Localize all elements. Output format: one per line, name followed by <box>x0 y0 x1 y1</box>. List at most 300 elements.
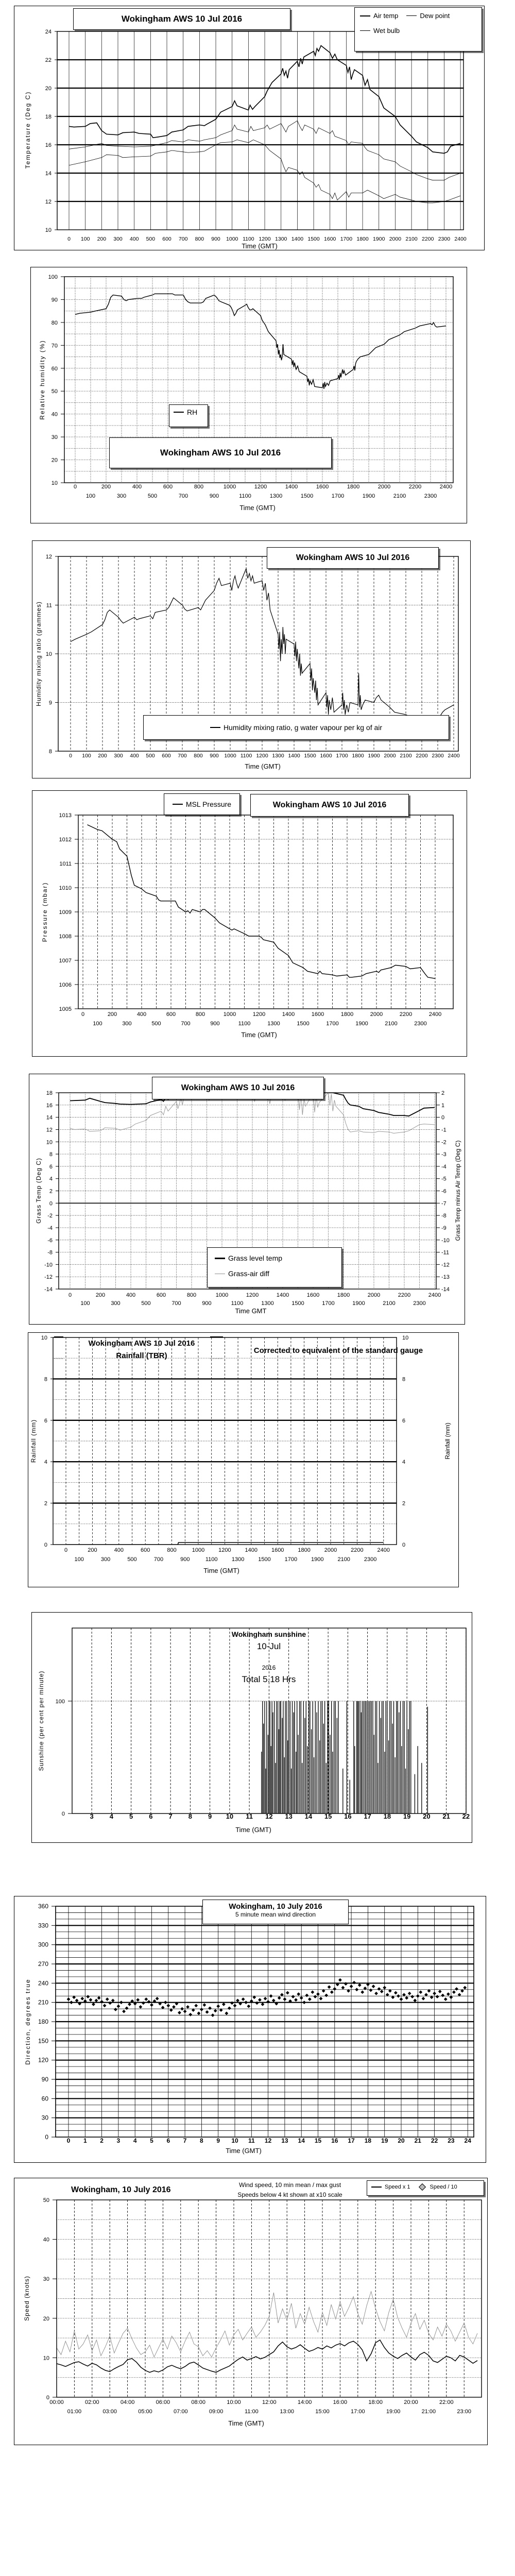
svg-text:16: 16 <box>46 1102 53 1109</box>
svg-text:2400: 2400 <box>428 1011 442 1018</box>
svg-text:-4: -4 <box>47 1225 53 1231</box>
grass-temp-line-icon <box>215 1258 225 1259</box>
svg-text:2: 2 <box>44 1500 47 1507</box>
svg-text:8: 8 <box>49 1151 53 1158</box>
svg-text:9: 9 <box>216 2137 220 2144</box>
svg-text:2000: 2000 <box>389 236 402 242</box>
svg-text:30: 30 <box>51 434 58 441</box>
svg-text:2100: 2100 <box>383 1300 396 1307</box>
svg-text:1400: 1400 <box>282 1011 295 1018</box>
svg-text:2200: 2200 <box>351 1547 364 1553</box>
svg-text:18: 18 <box>364 2137 372 2144</box>
legend-box <box>354 7 482 52</box>
svg-text:400: 400 <box>126 1292 136 1298</box>
svg-text:500: 500 <box>141 1300 151 1307</box>
svg-text:19: 19 <box>403 1812 411 1820</box>
svg-text:-6: -6 <box>47 1237 53 1244</box>
legend-speed-div10: Speed / 10 <box>430 2184 457 2190</box>
svg-text:10: 10 <box>231 2137 238 2144</box>
svg-text:3: 3 <box>116 2137 121 2144</box>
svg-text:17: 17 <box>348 2137 355 2144</box>
svg-text:400: 400 <box>129 236 139 242</box>
svg-text:1900: 1900 <box>362 493 375 499</box>
svg-text:100: 100 <box>55 1698 65 1705</box>
svg-text:2: 2 <box>402 1500 406 1507</box>
legend-box <box>164 793 240 815</box>
svg-text:01:00: 01:00 <box>67 2409 82 2415</box>
svg-text:2: 2 <box>441 1090 445 1096</box>
svg-text:11:00: 11:00 <box>245 2409 259 2415</box>
svg-text:-4: -4 <box>441 1163 447 1170</box>
svg-text:1900: 1900 <box>373 236 385 242</box>
svg-text:300: 300 <box>113 236 123 242</box>
svg-text:1300: 1300 <box>275 236 287 242</box>
svg-text:-8: -8 <box>47 1249 53 1256</box>
chart-note-1: Wind speed, 10 min mean / max gust <box>238 2181 341 2189</box>
svg-text:80: 80 <box>51 319 58 326</box>
svg-text:600: 600 <box>141 1547 150 1553</box>
chart-sunshine <box>31 1612 472 1843</box>
svg-text:2100: 2100 <box>400 753 412 759</box>
svg-text:1100: 1100 <box>243 236 254 242</box>
svg-text:Grass Temp minus Air Temp (Deg: Grass Temp minus Air Temp (Deg C) <box>454 1140 461 1241</box>
svg-text:1900: 1900 <box>368 753 380 759</box>
svg-text:0: 0 <box>64 1547 68 1553</box>
svg-text:15:00: 15:00 <box>315 2409 330 2415</box>
svg-text:14: 14 <box>298 2137 305 2144</box>
svg-text:1300: 1300 <box>269 493 283 499</box>
chart-title-box <box>267 547 439 569</box>
chart-grass-temperature <box>29 1074 465 1325</box>
svg-text:2200: 2200 <box>422 236 434 242</box>
svg-text:18: 18 <box>46 1090 53 1096</box>
svg-text:Time (GMT): Time (GMT) <box>239 504 276 512</box>
svg-text:700: 700 <box>153 1556 164 1563</box>
chart-subtitle: Rainfall (TBR) <box>116 1351 167 1360</box>
svg-text:1005: 1005 <box>59 1006 72 1012</box>
svg-text:100: 100 <box>80 1300 90 1307</box>
svg-text:4: 4 <box>44 1459 47 1466</box>
svg-text:8: 8 <box>200 2137 203 2144</box>
svg-text:2100: 2100 <box>385 1021 398 1027</box>
chart-title: Wokingham AWS 10 Jul 2016 <box>296 553 410 562</box>
chart-note: Corrected to equivalent of the standard gauge <box>253 1346 423 1355</box>
svg-text:2300: 2300 <box>413 1300 426 1307</box>
svg-text:Time (GMT): Time (GMT) <box>242 242 278 250</box>
svg-text:13:00: 13:00 <box>280 2409 294 2415</box>
svg-text:1300: 1300 <box>231 1556 245 1563</box>
svg-text:7: 7 <box>168 1812 173 1820</box>
chart-relative-humidity <box>30 267 467 523</box>
svg-text:1300: 1300 <box>272 753 284 759</box>
svg-text:1000: 1000 <box>224 753 236 759</box>
svg-text:8: 8 <box>48 749 52 755</box>
svg-text:10: 10 <box>43 2355 49 2362</box>
svg-text:900: 900 <box>211 236 220 242</box>
svg-text:1100: 1100 <box>231 1300 244 1307</box>
svg-text:Time (GMT): Time (GMT) <box>226 2147 262 2155</box>
svg-text:-8: -8 <box>441 1213 447 1219</box>
legend-box <box>169 404 208 427</box>
svg-text:1013: 1013 <box>59 812 72 819</box>
svg-text:1600: 1600 <box>311 1011 324 1018</box>
dew-point-line-icon <box>406 15 417 16</box>
svg-text:12: 12 <box>264 2137 272 2144</box>
speed-line-icon <box>371 2187 382 2188</box>
svg-text:1100: 1100 <box>239 493 251 499</box>
svg-text:100: 100 <box>82 753 91 759</box>
svg-text:1200: 1200 <box>246 1292 259 1298</box>
svg-text:500: 500 <box>146 753 155 759</box>
svg-text:600: 600 <box>156 1292 166 1298</box>
legend-mixing-ratio: Humidity mixing ratio, g water vapour per kg of air <box>223 723 383 732</box>
chart-air-temperature <box>14 6 485 250</box>
svg-text:12: 12 <box>265 1812 273 1820</box>
svg-text:9: 9 <box>208 1812 212 1820</box>
svg-text:Temperature (Deg C): Temperature (Deg C) <box>24 91 31 169</box>
wet-bulb-line-icon <box>360 30 370 31</box>
svg-text:-10: -10 <box>44 1262 53 1268</box>
chart-title-box <box>152 1077 324 1099</box>
svg-text:500: 500 <box>146 236 156 242</box>
svg-text:100: 100 <box>74 1556 84 1563</box>
svg-text:400: 400 <box>114 1547 124 1553</box>
svg-text:00:00: 00:00 <box>49 2399 64 2405</box>
svg-text:0: 0 <box>44 1542 47 1548</box>
legend-grass-air-diff: Grass-air diff <box>228 1269 269 1278</box>
legend-box <box>207 1247 342 1287</box>
svg-text:15: 15 <box>324 1812 332 1820</box>
svg-text:21: 21 <box>442 1812 450 1820</box>
svg-text:11: 11 <box>248 2137 255 2144</box>
svg-text:1700: 1700 <box>331 493 345 499</box>
svg-text:2000: 2000 <box>384 753 396 759</box>
svg-text:Rainfall (mm): Rainfall (mm) <box>30 1419 37 1463</box>
svg-text:Sunshine (per cent per minute): Sunshine (per cent per minute) <box>38 1670 45 1771</box>
svg-text:900: 900 <box>202 1300 212 1307</box>
svg-text:100: 100 <box>80 236 90 242</box>
svg-text:700: 700 <box>171 1300 181 1307</box>
svg-text:-11: -11 <box>441 1249 450 1256</box>
svg-text:5: 5 <box>129 1812 133 1820</box>
svg-text:1000: 1000 <box>223 484 236 490</box>
svg-text:10: 10 <box>51 480 58 486</box>
legend-speed-x1: Speed x 1 <box>385 2184 410 2190</box>
svg-text:09:00: 09:00 <box>209 2409 224 2415</box>
svg-text:Time (GMT): Time (GMT) <box>235 1826 271 1834</box>
svg-text:Time (GMT): Time (GMT) <box>245 762 281 770</box>
chart-msl-pressure <box>32 790 467 1057</box>
svg-text:2400: 2400 <box>439 484 453 490</box>
air-temp-line-icon <box>360 15 370 16</box>
svg-text:12: 12 <box>45 199 52 205</box>
svg-text:700: 700 <box>178 753 187 759</box>
svg-text:90: 90 <box>41 2076 48 2083</box>
svg-text:16:00: 16:00 <box>333 2399 348 2405</box>
svg-text:4: 4 <box>109 1812 113 1820</box>
svg-text:1000: 1000 <box>215 1292 229 1298</box>
chart-title: Wokingham AWS 10 Jul 2016 <box>272 801 387 809</box>
svg-text:270: 270 <box>38 1960 48 1968</box>
svg-text:300: 300 <box>114 753 123 759</box>
svg-text:14:00: 14:00 <box>297 2399 312 2405</box>
chart-note-2: Speeds below 4 kt shown at x10 scale <box>237 2191 342 2198</box>
svg-text:240: 240 <box>38 1979 48 1987</box>
svg-text:06:00: 06:00 <box>156 2399 170 2405</box>
mixing-ratio-line-icon <box>210 727 220 728</box>
svg-text:10: 10 <box>41 1335 47 1341</box>
svg-text:18: 18 <box>383 1812 391 1820</box>
svg-text:300: 300 <box>116 493 127 499</box>
svg-text:120: 120 <box>38 2056 48 2064</box>
svg-text:13: 13 <box>281 2137 288 2144</box>
svg-text:2: 2 <box>49 1188 53 1195</box>
chart-title: Wokingham sunshine <box>231 1630 306 1638</box>
svg-text:12: 12 <box>46 1127 53 1133</box>
svg-text:1100: 1100 <box>238 1021 251 1027</box>
svg-text:9: 9 <box>48 700 52 706</box>
svg-text:6: 6 <box>49 1163 53 1170</box>
svg-text:17: 17 <box>364 1812 371 1820</box>
svg-text:200: 200 <box>107 1011 117 1018</box>
legend-box <box>367 2180 484 2196</box>
svg-text:200: 200 <box>98 753 107 759</box>
svg-text:02:00: 02:00 <box>85 2399 99 2405</box>
svg-text:4: 4 <box>402 1459 406 1466</box>
svg-text:20: 20 <box>51 457 58 464</box>
svg-text:6: 6 <box>44 1417 47 1424</box>
chart-title: Wokingham AWS 10 Jul 2016 <box>88 1339 195 1348</box>
svg-text:1200: 1200 <box>218 1547 231 1553</box>
chart-title-box <box>109 437 332 468</box>
svg-text:30: 30 <box>43 2276 49 2283</box>
svg-text:16: 16 <box>344 1812 352 1820</box>
svg-text:1200: 1200 <box>259 236 271 242</box>
svg-text:23: 23 <box>448 2137 455 2144</box>
svg-text:1700: 1700 <box>326 1021 339 1027</box>
legend-grass-level-temp: Grass level temp <box>228 1254 283 1262</box>
svg-text:20: 20 <box>43 2315 49 2322</box>
wind-direction-plot <box>14 1896 486 2162</box>
svg-text:12:00: 12:00 <box>262 2399 277 2405</box>
svg-text:500: 500 <box>151 1021 161 1027</box>
svg-text:19: 19 <box>381 2137 388 2144</box>
legend-rh: RH <box>187 408 198 416</box>
svg-text:40: 40 <box>43 2236 49 2243</box>
svg-text:2200: 2200 <box>398 1292 411 1298</box>
svg-text:1800: 1800 <box>352 753 364 759</box>
svg-text:1008: 1008 <box>59 934 72 940</box>
svg-text:400: 400 <box>130 753 139 759</box>
svg-text:16: 16 <box>331 2137 338 2144</box>
svg-text:1800: 1800 <box>340 1011 354 1018</box>
svg-text:1400: 1400 <box>291 236 304 242</box>
svg-text:1600: 1600 <box>320 753 332 759</box>
rainfall-plot <box>28 1333 458 1587</box>
svg-text:-12: -12 <box>44 1274 53 1281</box>
svg-text:1700: 1700 <box>340 236 353 242</box>
svg-text:200: 200 <box>88 1547 97 1553</box>
svg-text:-6: -6 <box>441 1188 447 1195</box>
svg-text:22: 22 <box>45 57 52 63</box>
svg-text:10: 10 <box>402 1335 409 1341</box>
svg-text:8: 8 <box>44 1376 47 1383</box>
svg-text:1700: 1700 <box>284 1556 298 1563</box>
svg-text:1500: 1500 <box>300 493 314 499</box>
svg-text:2100: 2100 <box>337 1556 350 1563</box>
svg-text:20: 20 <box>398 2137 405 2144</box>
svg-text:14: 14 <box>46 1114 53 1121</box>
svg-text:1007: 1007 <box>59 958 72 964</box>
mixing-ratio-plot <box>32 541 470 778</box>
svg-text:800: 800 <box>195 236 204 242</box>
svg-text:90: 90 <box>51 297 58 303</box>
svg-text:360: 360 <box>38 1903 48 1910</box>
svg-text:03:00: 03:00 <box>102 2409 117 2415</box>
svg-text:2000: 2000 <box>377 484 391 490</box>
svg-text:500: 500 <box>147 493 158 499</box>
svg-text:700: 700 <box>178 236 188 242</box>
svg-text:0: 0 <box>67 236 71 242</box>
svg-text:23:00: 23:00 <box>457 2409 471 2415</box>
svg-text:1800: 1800 <box>347 484 360 490</box>
svg-text:24: 24 <box>45 29 52 35</box>
svg-text:300: 300 <box>100 1556 111 1563</box>
humidity-plot <box>31 267 467 523</box>
svg-text:1500: 1500 <box>258 1556 271 1563</box>
svg-text:800: 800 <box>194 753 203 759</box>
svg-text:300: 300 <box>111 1300 121 1307</box>
svg-text:1400: 1400 <box>245 1547 258 1553</box>
svg-text:1100: 1100 <box>205 1556 218 1563</box>
svg-text:16: 16 <box>45 142 52 148</box>
svg-text:0: 0 <box>66 2137 71 2144</box>
svg-text:800: 800 <box>167 1547 177 1553</box>
svg-text:1011: 1011 <box>59 861 72 867</box>
svg-text:1000: 1000 <box>226 236 238 242</box>
chart-title: Wokingham AWS 10 Jul 2016 <box>181 1083 295 1092</box>
svg-text:100: 100 <box>93 1021 102 1027</box>
svg-text:1012: 1012 <box>59 837 72 843</box>
svg-text:400: 400 <box>136 1011 147 1018</box>
svg-text:2300: 2300 <box>438 236 451 242</box>
svg-text:21:00: 21:00 <box>421 2409 436 2415</box>
chart-rainfall <box>28 1332 459 1587</box>
svg-text:1600: 1600 <box>306 1292 320 1298</box>
pressure-line-icon <box>173 804 183 805</box>
svg-text:14: 14 <box>45 171 52 177</box>
svg-text:-10: -10 <box>441 1237 450 1244</box>
svg-text:1010: 1010 <box>59 885 72 891</box>
svg-text:1600: 1600 <box>316 484 329 490</box>
svg-text:2300: 2300 <box>424 493 437 499</box>
svg-text:-14: -14 <box>441 1286 450 1293</box>
svg-text:Relative humidity (%): Relative humidity (%) <box>39 340 46 420</box>
svg-text:Grass Temp (Deg C): Grass Temp (Deg C) <box>35 1158 42 1224</box>
chart-year: 2016 <box>262 1664 276 1671</box>
svg-text:1500: 1500 <box>291 1300 304 1307</box>
svg-text:100: 100 <box>85 493 96 499</box>
svg-text:Time GMT: Time GMT <box>235 1307 267 1315</box>
svg-text:-2: -2 <box>47 1213 53 1219</box>
svg-text:Rainfall (mm): Rainfall (mm) <box>444 1422 451 1460</box>
svg-text:1200: 1200 <box>252 1011 266 1018</box>
svg-text:900: 900 <box>210 1021 220 1027</box>
svg-text:1900: 1900 <box>352 1300 365 1307</box>
svg-text:2000: 2000 <box>324 1547 337 1553</box>
pressure-plot <box>32 791 467 1056</box>
svg-text:08:00: 08:00 <box>191 2399 205 2405</box>
rh-line-icon <box>174 412 184 413</box>
legend-wet-bulb: Wet bulb <box>373 27 400 35</box>
svg-text:2300: 2300 <box>414 1021 427 1027</box>
svg-text:14: 14 <box>304 1812 313 1820</box>
chart-title-box <box>250 794 409 817</box>
svg-text:1500: 1500 <box>307 236 320 242</box>
svg-text:700: 700 <box>181 1021 191 1027</box>
svg-text:Time (GMT): Time (GMT) <box>241 1031 277 1039</box>
svg-text:21: 21 <box>414 2137 421 2144</box>
chart-title: Wokingham, 10 July 2016 <box>229 1902 322 1911</box>
svg-text:1100: 1100 <box>240 753 252 759</box>
svg-text:600: 600 <box>163 484 173 490</box>
svg-text:18:00: 18:00 <box>368 2399 383 2405</box>
svg-text:0: 0 <box>81 1011 85 1018</box>
svg-text:2200: 2200 <box>408 484 422 490</box>
legend-dew-point: Dew point <box>420 12 450 20</box>
svg-text:04:00: 04:00 <box>120 2399 135 2405</box>
svg-text:500: 500 <box>127 1556 137 1563</box>
svg-text:600: 600 <box>162 753 171 759</box>
svg-text:17:00: 17:00 <box>351 2409 365 2415</box>
svg-text:-7: -7 <box>441 1200 447 1207</box>
svg-text:200: 200 <box>97 236 107 242</box>
svg-text:1300: 1300 <box>261 1300 274 1307</box>
svg-text:10: 10 <box>226 1812 234 1820</box>
chart-mixing-ratio <box>32 540 471 778</box>
svg-text:2: 2 <box>100 2137 104 2144</box>
svg-text:210: 210 <box>38 1998 48 2006</box>
svg-text:800: 800 <box>186 1292 197 1298</box>
svg-text:-9: -9 <box>441 1225 447 1231</box>
svg-text:1009: 1009 <box>59 909 72 916</box>
svg-text:20: 20 <box>423 1812 431 1820</box>
svg-text:12: 12 <box>45 554 52 560</box>
svg-text:10: 10 <box>45 227 52 233</box>
svg-text:30: 30 <box>41 2114 48 2122</box>
svg-text:150: 150 <box>38 2037 48 2045</box>
svg-text:2400: 2400 <box>448 753 460 759</box>
chart-title-box <box>73 8 290 30</box>
svg-text:20: 20 <box>45 86 52 92</box>
svg-text:15: 15 <box>314 2137 322 2144</box>
svg-text:0: 0 <box>441 1114 445 1121</box>
svg-text:1900: 1900 <box>355 1021 368 1027</box>
svg-text:0: 0 <box>49 1200 53 1207</box>
svg-text:10: 10 <box>45 651 52 657</box>
chart-subtitle: 5 minute mean wind direction <box>235 1911 316 1918</box>
svg-text:60: 60 <box>51 365 58 372</box>
chart-title: Wokingham AWS 10 Jul 2016 <box>121 14 243 24</box>
chart-title-box <box>202 1900 349 1924</box>
svg-text:2300: 2300 <box>364 1556 377 1563</box>
chart-title: Wokingham, 10 July 2016 <box>71 2185 171 2194</box>
svg-text:-2: -2 <box>441 1139 447 1146</box>
svg-text:900: 900 <box>210 753 219 759</box>
svg-text:1700: 1700 <box>336 753 348 759</box>
svg-text:-13: -13 <box>441 1274 450 1281</box>
svg-text:10: 10 <box>46 1139 53 1146</box>
